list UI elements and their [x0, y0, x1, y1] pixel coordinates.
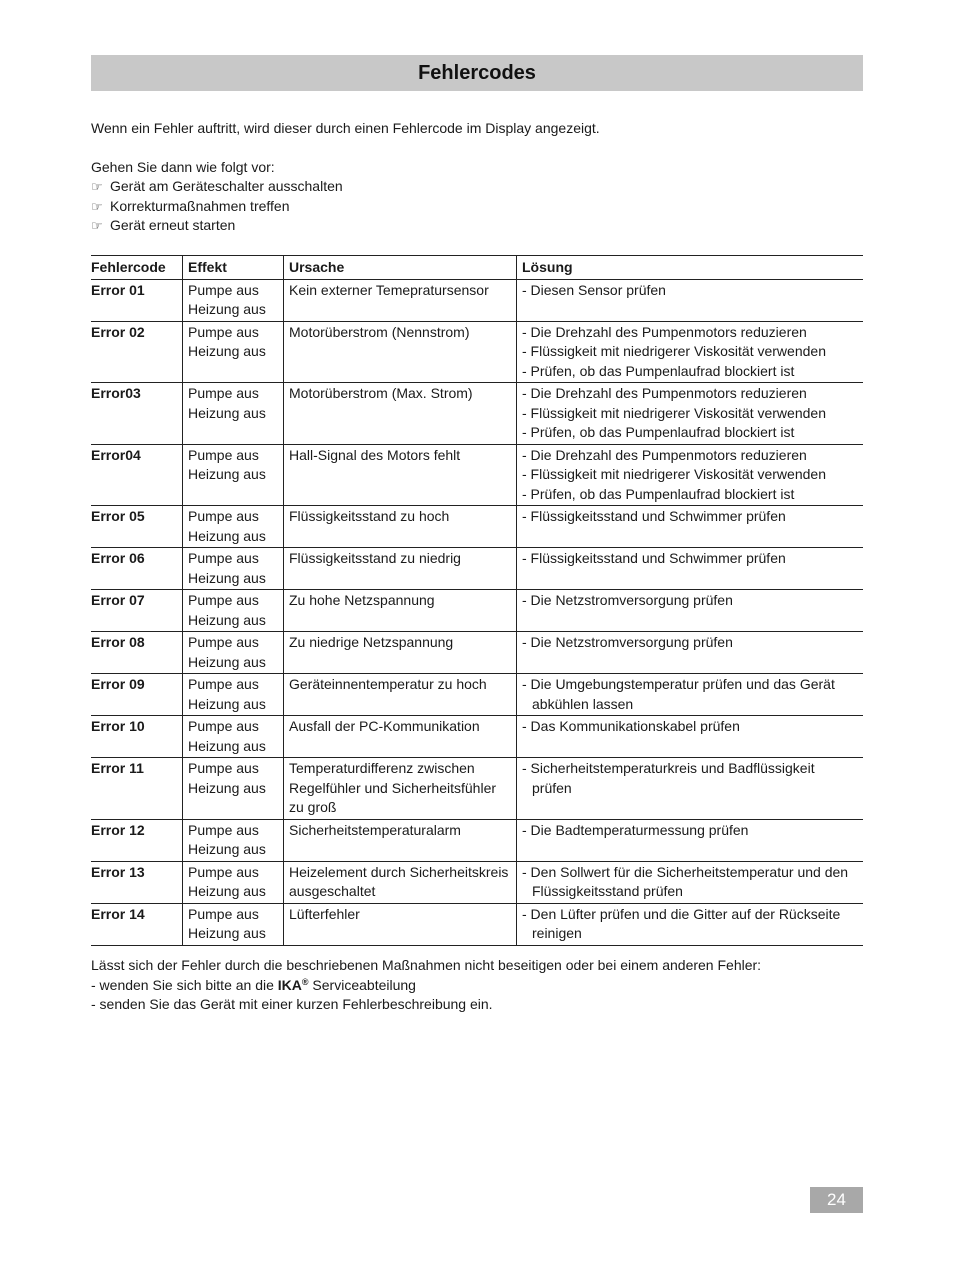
solution-line: - Die Netzstromversorgung prüfen: [522, 592, 733, 608]
cause-cell: [284, 758, 517, 820]
effect-line: Pumpe aus: [188, 385, 259, 401]
effect-line: Heizung aus: [188, 841, 266, 857]
error-code-cell: Error 02: [91, 321, 183, 383]
effect-line: Heizung aus: [188, 737, 266, 754]
error-code-cell: Error03: [91, 383, 183, 445]
solution-cell: [517, 506, 864, 548]
footer-text: [91, 956, 863, 1015]
effect-line: Pumpe aus: [188, 446, 259, 463]
cause-line: Zu niedrige Netzspannung: [289, 634, 454, 650]
table-header-row: [91, 256, 863, 280]
solution-line: - Die Umgebungstemperatur prüfen und das Gerät abkühlen lassen: [522, 676, 835, 712]
solution-line: - Flüssigkeit mit niedrigerer Viskosität verwenden: [522, 466, 826, 482]
step-label: Gerät am Geräteschalter ausschalten: [110, 178, 343, 194]
solution-line: - Den Sollwert für die Sicherheitstemperatur und den Flüssigkeitsstand prüfen: [522, 863, 849, 899]
solution-line: - Flüssigkeit mit niedrigerer Viskosität verwenden: [522, 404, 826, 421]
effect-cell: [183, 383, 284, 445]
table-row: [91, 279, 863, 321]
solution-line: - Diesen Sensor prüfen: [522, 281, 666, 298]
cause-cell: [284, 279, 517, 321]
effect-cell: [183, 590, 284, 632]
solution-cell: [517, 632, 864, 674]
intro-instruction: Gehen Sie dann wie folgt vor:: [91, 158, 275, 175]
cause-line: Motorüberstrom (Max. Strom): [289, 385, 473, 401]
cause-line: Ausfall der PC-Kommunikation: [289, 718, 480, 734]
error-code-cell: Error 01: [91, 279, 183, 321]
column-header-code: Fehlercode: [91, 256, 183, 280]
solution-line: - Die Drehzahl des Pumpenmotors reduzieren: [522, 446, 807, 463]
solution-line: - Die Drehzahl des Pumpenmotors reduzieren: [522, 323, 807, 340]
solution-cell: [517, 548, 864, 590]
error-code-cell: Error 14: [91, 903, 183, 945]
effect-cell: [183, 716, 284, 758]
solution-line: - Flüssigkeitsstand und Schwimmer prüfen: [522, 508, 786, 524]
cause-line: Zu hohe Netzspannung: [289, 592, 435, 608]
effect-line: Heizung aus: [188, 404, 266, 421]
column-header-solution: Lösung: [517, 256, 864, 280]
solution-line: - Flüssigkeit mit niedrigerer Viskosität verwenden: [522, 343, 826, 359]
cause-cell: [284, 674, 517, 716]
table-row: [91, 548, 863, 590]
effect-line: Heizung aus: [188, 925, 266, 941]
effect-line: Pumpe aus: [188, 323, 259, 340]
pointing-hand-icon: ☞: [91, 179, 103, 194]
effect-line: Pumpe aus: [188, 634, 259, 650]
step-item: [91, 197, 863, 217]
solution-line: - Den Lüfter prüfen und die Gitter auf der Rückseite reinigen: [522, 905, 841, 941]
cause-cell: [284, 321, 517, 383]
effect-line: Pumpe aus: [188, 676, 259, 692]
error-code-table: [91, 255, 863, 946]
table-row: [91, 758, 863, 820]
cause-line: Temperaturdifferenz zwischen Regelfühler und Sicherheitsfühler zu groß: [289, 760, 497, 815]
cause-cell: [284, 383, 517, 445]
solution-cell: [517, 321, 864, 383]
cause-line: Motorüberstrom (Nennstrom): [289, 323, 470, 340]
error-code-cell: Error 07: [91, 590, 183, 632]
solution-cell: [517, 444, 864, 506]
effect-line: Pumpe aus: [188, 821, 259, 838]
solution-line: - Sicherheitstemperaturkreis und Badflüssigkeit prüfen: [522, 760, 815, 796]
cause-cell: [284, 819, 517, 861]
effect-cell: [183, 758, 284, 820]
effect-cell: [183, 321, 284, 383]
table-row: [91, 590, 863, 632]
cause-cell: [284, 903, 517, 945]
effect-line: Heizung aus: [188, 466, 266, 482]
table-row: [91, 383, 863, 445]
cause-cell: [284, 506, 517, 548]
solution-line: - Prüfen, ob das Pumpenlaufrad blockiert ist: [522, 362, 795, 379]
brand-text: IKA: [277, 976, 302, 993]
step-item: [91, 177, 863, 197]
effect-line: Pumpe aus: [188, 508, 259, 524]
effect-line: Heizung aus: [188, 569, 266, 586]
table-row: [91, 444, 863, 506]
effect-line: Pumpe aus: [188, 550, 259, 566]
solution-line: - Die Badtemperaturmessung prüfen: [522, 821, 749, 838]
solution-cell: [517, 716, 864, 758]
solution-cell: [517, 383, 864, 445]
cause-line: Heizelement durch Sicherheitskreis ausgeschaltet: [289, 863, 509, 899]
cause-cell: [284, 632, 517, 674]
cause-line: Lüfterfehler: [289, 905, 360, 922]
footer-line: - senden Sie das Gerät mit einer kurzen Fehlerbeschreibung ein.: [91, 996, 493, 1012]
error-code-cell: Error 10: [91, 716, 183, 758]
effect-line: Pumpe aus: [188, 718, 259, 734]
intro-text: [91, 119, 863, 236]
effect-cell: [183, 279, 284, 321]
step-label: Gerät erneut starten: [110, 217, 236, 233]
error-code-cell: Error 11: [91, 758, 183, 820]
effect-line: Pumpe aus: [188, 281, 259, 298]
cause-cell: [284, 548, 517, 590]
effect-cell: [183, 506, 284, 548]
solution-cell: [517, 903, 864, 945]
table-row: [91, 716, 863, 758]
page-number: 24: [810, 1187, 863, 1213]
effect-line: Heizung aus: [188, 695, 266, 712]
cause-line: Geräteinnentemperatur zu hoch: [289, 676, 487, 692]
effect-cell: [183, 819, 284, 861]
effect-line: Pumpe aus: [188, 760, 259, 776]
cause-line: Flüssigkeitsstand zu niedrig: [289, 550, 461, 566]
solution-cell: [517, 819, 864, 861]
cause-line: Sicherheitstemperaturalarm: [289, 821, 461, 838]
error-code-cell: Error 05: [91, 506, 183, 548]
error-code-cell: Error 06: [91, 548, 183, 590]
footer-line: Lässt sich der Fehler durch die beschriebenen Maßnahmen nicht beseitigen oder bei einem anderen Fehler:: [91, 957, 762, 973]
solution-cell: [517, 590, 864, 632]
footer-line: [91, 976, 863, 996]
error-code-cell: Error 13: [91, 861, 183, 903]
solution-line: - Das Kommunikationskabel prüfen: [522, 718, 740, 734]
effect-line: Heizung aus: [188, 883, 266, 899]
error-code-cell: Error 08: [91, 632, 183, 674]
solution-line: - Prüfen, ob das Pumpenlaufrad blockiert ist: [522, 424, 795, 440]
effect-line: Pumpe aus: [188, 863, 259, 880]
solution-line: - Prüfen, ob das Pumpenlaufrad blockiert ist: [522, 485, 795, 502]
effect-line: Heizung aus: [188, 301, 266, 317]
cause-line: Kein externer Temepratursensor: [289, 281, 489, 298]
cause-line: Hall-Signal des Motors fehlt: [289, 446, 461, 463]
cause-cell: [284, 861, 517, 903]
effect-cell: [183, 548, 284, 590]
table-row: [91, 903, 863, 945]
effect-line: Heizung aus: [188, 653, 266, 670]
page-title: Fehlercodes: [418, 61, 536, 84]
solution-cell: [517, 758, 864, 820]
effect-cell: [183, 632, 284, 674]
cause-cell: [284, 590, 517, 632]
cause-cell: [284, 444, 517, 506]
pointing-hand-icon: ☞: [91, 198, 103, 214]
solution-line: - Die Drehzahl des Pumpenmotors reduzieren: [522, 385, 807, 401]
table-row: [91, 674, 863, 716]
effect-line: Pumpe aus: [188, 592, 259, 608]
pointing-hand-icon: ☞: [91, 218, 103, 233]
solution-cell: [517, 279, 864, 321]
effect-cell: [183, 861, 284, 903]
effect-line: Heizung aus: [188, 611, 266, 628]
table-row: [91, 506, 863, 548]
table-row: [91, 632, 863, 674]
table-body: [91, 279, 863, 945]
table-row: [91, 819, 863, 861]
error-code-cell: Error 09: [91, 674, 183, 716]
footer-line-text: - wenden Sie sich bitte an die: [91, 976, 278, 993]
effect-cell: [183, 674, 284, 716]
table-row: [91, 861, 863, 903]
solution-cell: [517, 861, 864, 903]
error-code-cell: Error04: [91, 444, 183, 506]
cause-cell: [284, 716, 517, 758]
effect-cell: [183, 444, 284, 506]
registered-mark: ®: [301, 976, 309, 987]
column-header-cause: Ursache: [284, 256, 517, 280]
effect-line: Heizung aus: [188, 779, 266, 796]
intro-line: Wenn ein Fehler auftritt, wird dieser durch einen Fehlercode im Display angezeigt.: [91, 120, 600, 136]
cause-line: Flüssigkeitsstand zu hoch: [289, 508, 450, 524]
solution-line: - Die Netzstromversorgung prüfen: [522, 634, 733, 650]
effect-line: Pumpe aus: [188, 905, 259, 922]
brand-name: [278, 977, 309, 993]
error-code-cell: Error 12: [91, 819, 183, 861]
solution-cell: [517, 674, 864, 716]
solution-line: - Flüssigkeitsstand und Schwimmer prüfen: [522, 550, 786, 566]
step-label: Korrekturmaßnahmen treffen: [110, 197, 290, 214]
footer-line-text: Serviceabteilung: [308, 976, 416, 993]
effect-line: Heizung aus: [188, 527, 266, 544]
section-title-bar: [91, 55, 863, 91]
column-header-effect: Effekt: [183, 256, 284, 280]
step-item: [91, 216, 863, 236]
effect-line: Heizung aus: [188, 343, 266, 359]
table-row: [91, 321, 863, 383]
effect-cell: [183, 903, 284, 945]
